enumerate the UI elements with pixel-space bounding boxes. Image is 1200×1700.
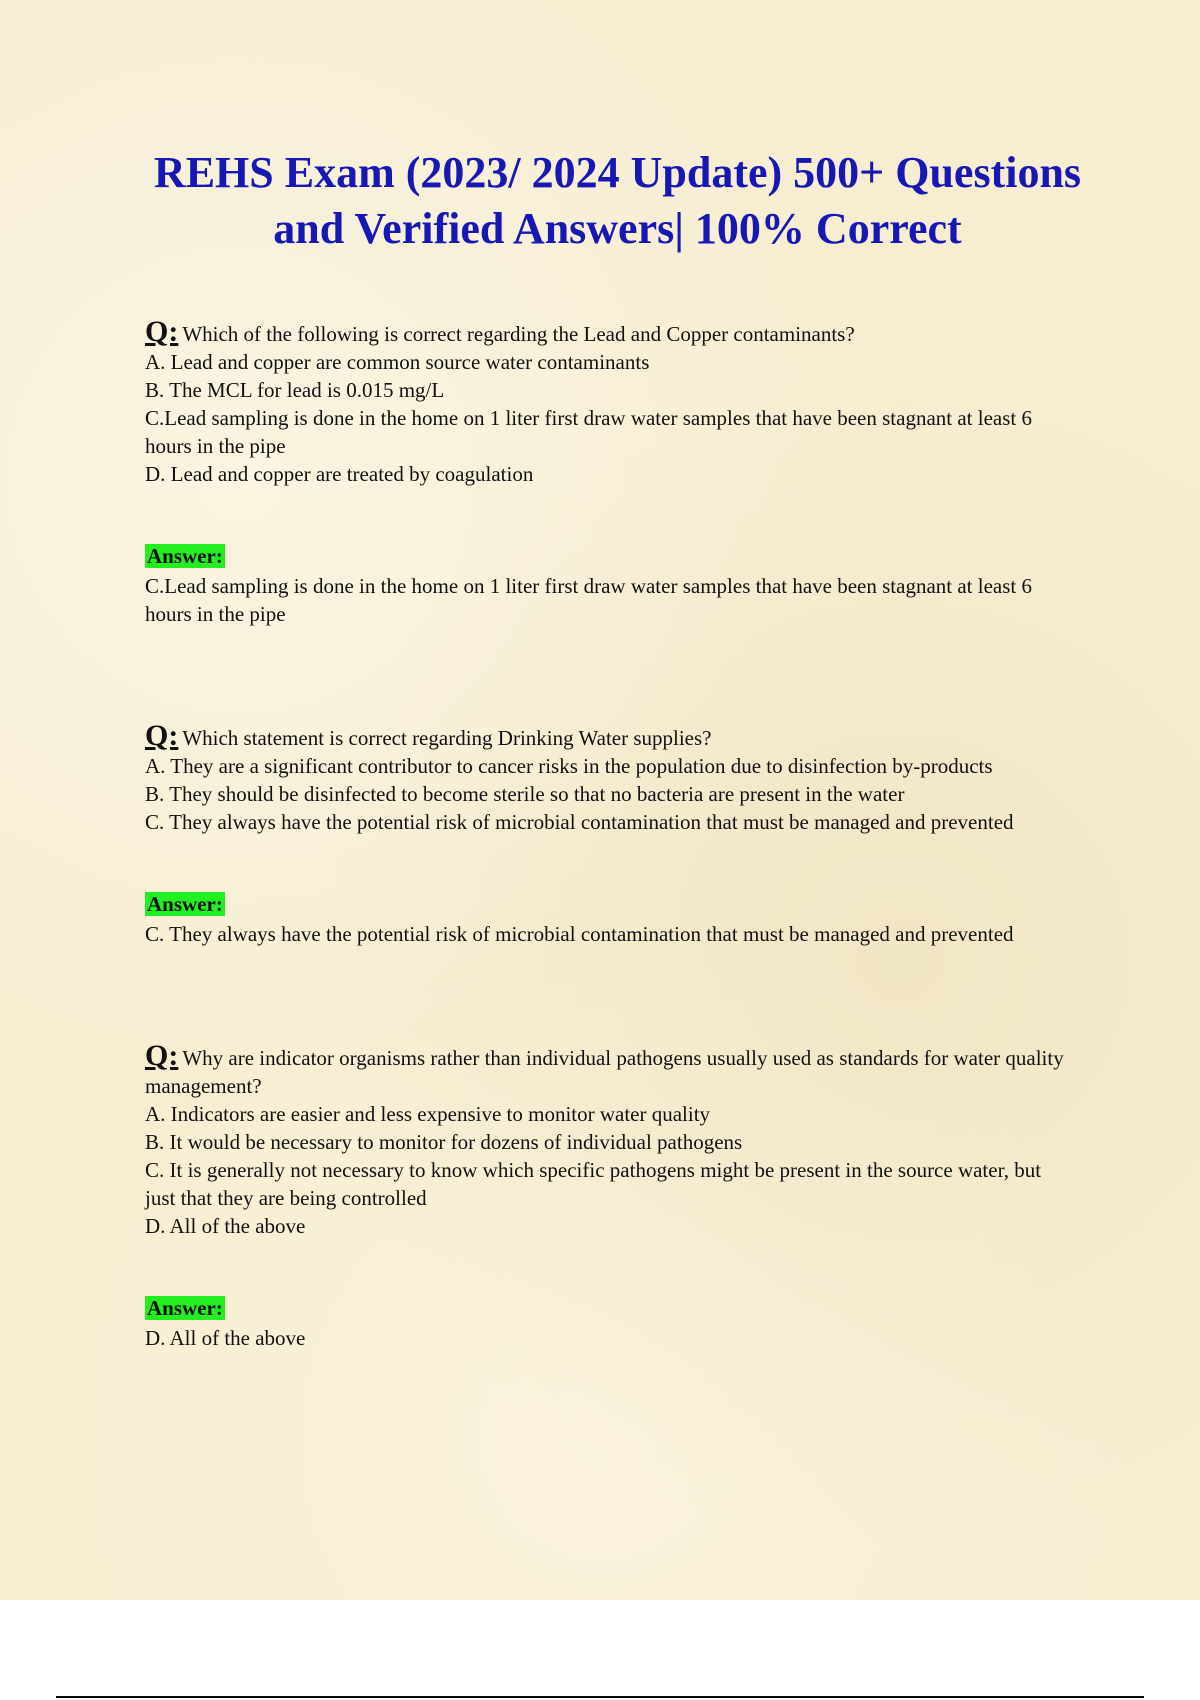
question-1 xyxy=(145,315,1075,348)
question-3 xyxy=(145,1039,1075,1100)
answer-label: Answer: xyxy=(147,892,223,916)
question-2 xyxy=(145,719,1075,752)
answer-block-1 xyxy=(145,542,1075,628)
option-c: C. It is generally not necessary to know which specific pathogens might be present in the source water, but just that they are being controlled xyxy=(145,1158,1042,1210)
answer-text: C.Lead sampling is done in the home on 1 liter first draw water samples that have been stagnant at least 6 hours in the pipe xyxy=(145,574,1033,626)
option-c: C.Lead sampling is done in the home on 1 liter first draw water samples that have been stagnant at least 6 hours in the pipe xyxy=(145,406,1033,458)
question-block-3 xyxy=(145,1039,1075,1352)
question-list xyxy=(145,315,1075,1352)
document-title: REHS Exam (2023/ 2024 Update) 500+ Questions and Verified Answers| 100% Correct xyxy=(153,148,1082,253)
option-b: B. It would be necessary to monitor for dozens of individual pathogens xyxy=(145,1130,743,1154)
option-b: B. The MCL for lead is 0.015 mg/L xyxy=(145,378,445,402)
option-b: B. They should be disinfected to become sterile so that no bacteria are present in the water xyxy=(145,782,905,806)
question-text: Which statement is correct regarding Drinking Water supplies? xyxy=(182,726,712,750)
question-label: Q: xyxy=(145,315,179,348)
option-c: C. They always have the potential risk of microbial contamination that must be managed and prevented xyxy=(145,810,1014,834)
question-block-1 xyxy=(145,315,1075,628)
question-label: Q: xyxy=(145,719,179,752)
answer-block-3 xyxy=(145,1294,1075,1352)
answer-text: D. All of the above xyxy=(145,1326,306,1350)
answer-block-2 xyxy=(145,890,1075,948)
answer-text: C. They always have the potential risk of microbial contamination that must be managed and prevented xyxy=(145,922,1014,946)
option-a: A. Lead and copper are common source water contaminants xyxy=(145,350,650,374)
question-text: Why are indicator organisms rather than individual pathogens usually used as standards for water quality management? xyxy=(145,1046,1064,1098)
question-text: Which of the following is correct regarding the Lead and Copper contaminants? xyxy=(182,322,855,346)
option-d: D. Lead and copper are treated by coagulation xyxy=(145,462,534,486)
question-label: Q: xyxy=(145,1039,179,1072)
option-a: A. They are a significant contributor to cancer risks in the population due to disinfection by-products xyxy=(145,754,993,778)
question-block-2 xyxy=(145,719,1075,948)
answer-label: Answer: xyxy=(147,1296,223,1320)
footer-divider xyxy=(56,1696,1144,1698)
option-d: D. All of the above xyxy=(145,1214,306,1238)
option-a: A. Indicators are easier and less expensive to monitor water quality xyxy=(145,1102,711,1126)
answer-label: Answer: xyxy=(147,544,223,568)
